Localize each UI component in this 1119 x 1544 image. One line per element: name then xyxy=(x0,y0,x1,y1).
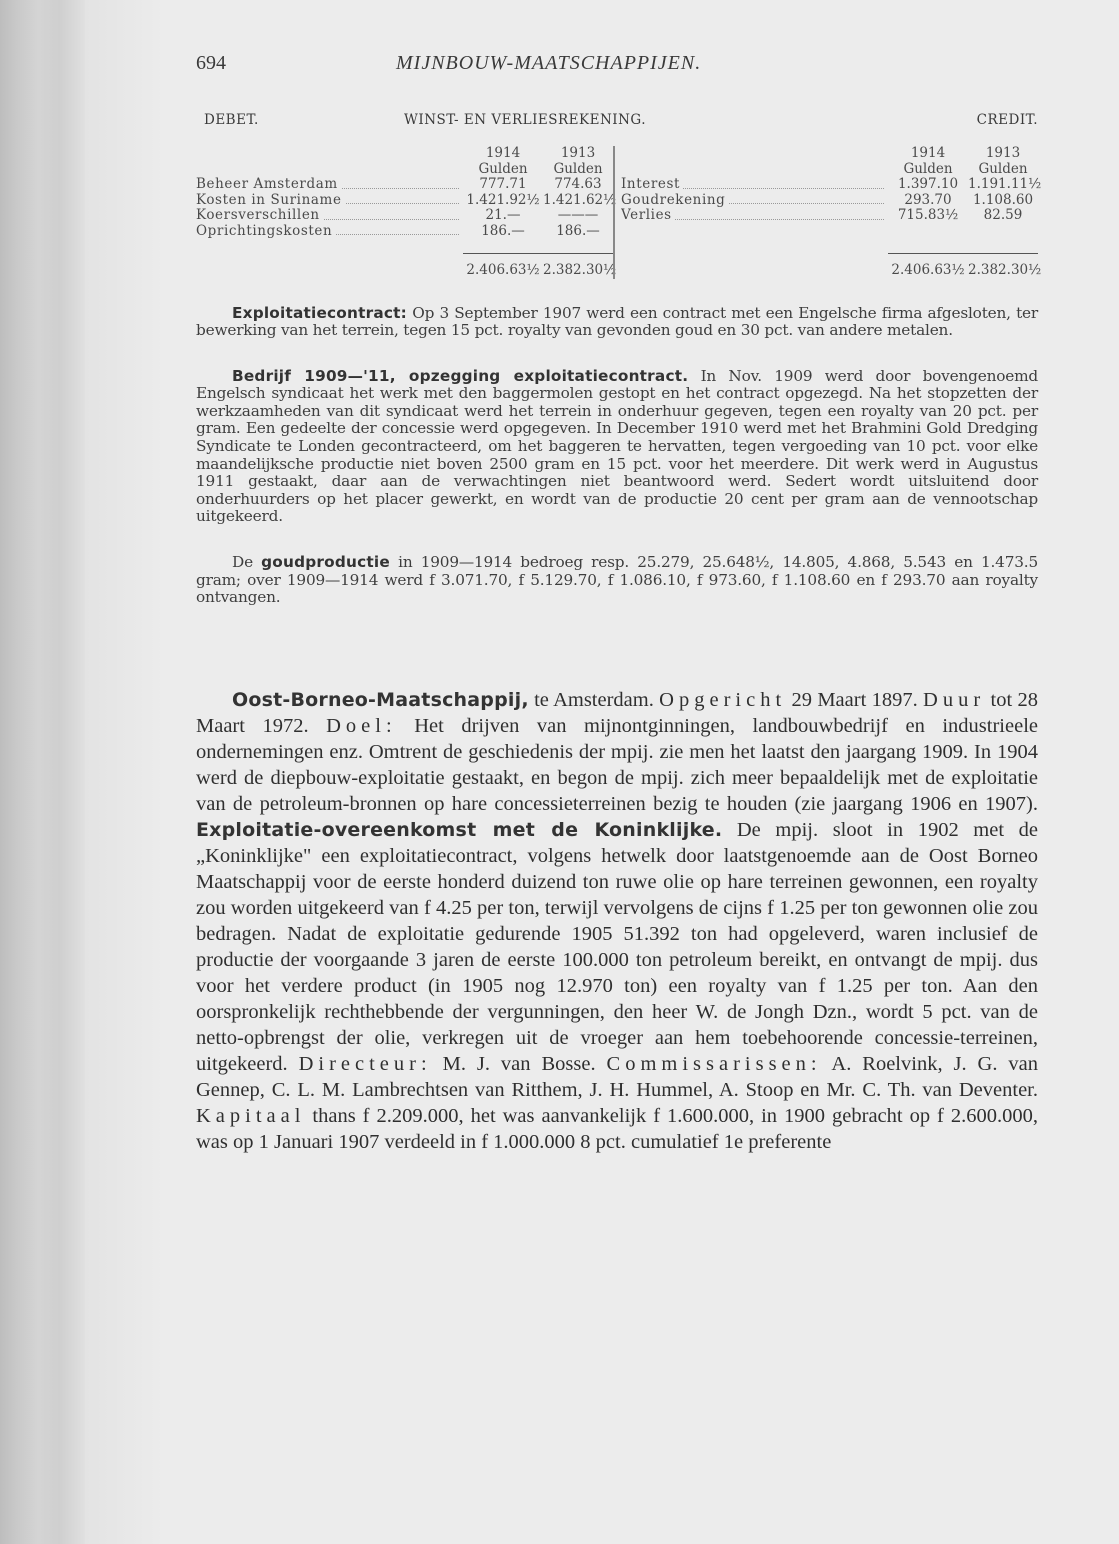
account-header xyxy=(196,112,1038,146)
table-row xyxy=(621,176,1042,193)
profit-loss-table xyxy=(196,145,1042,279)
row-label: Kosten in Suriname xyxy=(196,193,345,208)
col-unit: Gulden xyxy=(903,160,953,177)
table-row xyxy=(621,193,1038,209)
cell-1913: 774.63 xyxy=(554,176,602,192)
cell-1913: 186.— xyxy=(556,222,600,239)
cell-1913: 82.59 xyxy=(983,207,1023,223)
unit-header-row xyxy=(621,162,1038,178)
field-label: Directeur: xyxy=(298,1052,432,1075)
col-unit: Gulden xyxy=(478,160,528,177)
cell-1913: ——— xyxy=(557,207,599,223)
total-1914: 2.406.63½ xyxy=(466,262,540,278)
total-1914: 2.406.63½ xyxy=(891,262,965,278)
account-title: WINST- EN VERLIESREKENING. xyxy=(404,112,647,128)
running-header xyxy=(196,52,1038,92)
row-label: Interest xyxy=(621,177,683,192)
cell-1914: 715.83½ xyxy=(897,207,959,223)
row-label: Koersverschillen xyxy=(196,208,323,223)
row-label: Verlies xyxy=(621,208,675,223)
row-label: Beheer Amsterdam xyxy=(196,177,341,192)
cell-1914: 777.71 xyxy=(479,176,527,192)
year-header-row xyxy=(196,146,613,162)
cell-1914: 293.70 xyxy=(904,191,952,208)
cell-1913: 1.108.60 xyxy=(972,191,1034,208)
debet-label: DEBET. xyxy=(204,112,259,128)
paragraph-bedrijf xyxy=(196,368,1038,526)
total-1913: 2.382.30½ xyxy=(543,262,617,278)
total-row xyxy=(196,262,617,279)
table-row xyxy=(621,208,1038,224)
section-heading: Exploitatiecontract: xyxy=(232,303,407,322)
document-page xyxy=(196,52,1042,1155)
page-shadow xyxy=(85,0,165,1544)
section-heading: Bedrijf 1909—'11, opzegging exploitatiecontract. xyxy=(232,366,689,385)
table-row xyxy=(196,208,613,224)
section-heading: Exploitatie-overeenkomst met de Koninklijke. xyxy=(196,818,723,841)
cell-1913: 1.421.62½ xyxy=(543,191,617,208)
row-label: Goudrekening xyxy=(621,193,728,208)
year-header-row xyxy=(621,146,1038,162)
col-unit: Gulden xyxy=(978,160,1028,177)
total-row xyxy=(621,262,1042,279)
col-year: 1914 xyxy=(485,145,521,161)
field-label: Doel: xyxy=(326,714,397,737)
col-year: 1913 xyxy=(560,145,596,161)
field-label: Kapitaal xyxy=(196,1104,306,1127)
paragraph-exploitatiecontract xyxy=(196,305,1038,340)
table-row xyxy=(196,224,613,240)
cell-1914: 186.— xyxy=(481,222,525,239)
field-label: Duur xyxy=(923,688,986,711)
total-rule xyxy=(621,253,1038,254)
cell-1914: 1.397.10 xyxy=(897,176,959,192)
field-label: Opgericht xyxy=(659,688,787,711)
cell-1914: 1.421.92½ xyxy=(466,191,540,208)
table-row xyxy=(196,177,613,193)
total-1913: 2.382.30½ xyxy=(968,262,1042,278)
unit-header-row xyxy=(196,162,613,178)
field-label: Commissarissen: xyxy=(606,1052,822,1075)
company-entry: Oost-Borneo-Maatschappij, te Amsterdam. Opgericht 29 Maart 1897. Duur tot 28 Maart 1972. Doel: Het drijven van mijnontginningen, landbouwbedrijf en industrieele ondernemingen enz. Omtrent de geschiedenis der mpij. zie men het laatst den jaargang 1909. In 1904 werd de diepbouw-exploitatie gestaakt, en begon de mpij. zich meer bepaaldelijk met de exploitatie van de petroleum-bronnen op hare concessieterreinen bezig te houden (zie jaargang 1906 en 1907). Exploitatie-overeenkomst met de Koninklijke. De mpij. sloot in 1902 met de „Koninklijke" een exploitatiecontract, volgens hetwelk door laatstgenoemde aan de Oost Borneo Maatschappij voor de eerste honderd duizend ton ruwe olie op hare terreinen gewonnen, een royalty zou worden uitgekeerd van f 4.25 per ton, terwijl vervolgens de cijns f 1.25 per ton gewonnen olie zou bedragen. Nadat de exploitatie gedurende 1905 51.392 ton had opgeleverd, waren inclusief de productie der voorgaande 3 jaren de eerste 100.000 ton petroleum bereikt, en ontvangt de mpij. dus voor het verdere product (in 1905 nog 12.970 ton) een royalty van f 1.25 per ton. Aan den oorspronkelijk rechthebbende der vergunningen, den heer W. de Jongh Dzn., wordt 5 pct. van de netto-opbrengst der olie, verkregen uit de vroeger aan hem toebehoorende concessie-terreinen, uitgekeerd. Directeur: M. J. van Bosse. Commissarissen: A. Roelvink, J. G. van Gennep, C. L. M. Lambrechtsen van Ritthem, J. H. Hummel, A. Stoop en Mr. C. Th. van Deventer. Kapitaal thans f 2.209.000, het was aanvankelijk f 1.600.000, in 1900 gebracht op f 2.600.000, was op 1 Januari 1907 verdeeld in f 1.000.000 8 pct. cumulatief 1e preferente xyxy=(196,688,1039,1153)
cell-1914: 21.— xyxy=(485,207,521,223)
section-body: Op 3 September 1907 werd een contract met een Engelsche firma afgesloten, ter bewerking van het terrein, tegen 15 pct. royalty van gevonden goud en 30 pct. van andere metalen. xyxy=(196,303,1038,340)
col-unit: Gulden xyxy=(553,160,603,177)
section-body: in 1909—1914 bedroeg resp. 25.279, 25.648½, 14.805, 4.868, 5.543 en 1.473.5 gram; over 1909—1914 werd f 3.071.70, f 5.129.70, f 1.086.10, f 973.60, f 1.108.60 en f 293.70 aan royalty ontvangen. xyxy=(196,553,1038,607)
company-name: Oost-Borneo-Maatschappij, xyxy=(232,688,529,711)
col-year: 1913 xyxy=(985,145,1021,161)
book-gutter xyxy=(0,0,85,1544)
total-rule xyxy=(196,253,613,254)
page-number: 694 xyxy=(196,52,226,74)
debet-side xyxy=(196,145,617,279)
cell-1913: 1.191.11½ xyxy=(968,176,1042,192)
credit-side xyxy=(613,145,1042,279)
table-row xyxy=(196,191,617,209)
credit-label: CREDIT. xyxy=(976,112,1038,128)
row-label: Oprichtingskosten xyxy=(196,224,335,239)
paragraph-goudproductie: De goudproductie in 1909—1914 bedroeg resp. 25.279, 25.648½, 14.805, 4.868, 5.543 en 1.473.5 gram; over 1909—1914 werd f 3.071.70, f 5.129.70, f 1.086.10, f 973.60, f 1.108.60 en f 293.70 aan royalty ontvangen. xyxy=(196,553,1038,607)
section-heading: goudproductie xyxy=(261,553,390,572)
running-title: MIJNBOUW-MAATSCHAPPIJEN. xyxy=(396,52,702,74)
section-body: In Nov. 1909 werd door bovengenoemd Engelsch syndicaat het werk met den baggermolen gestopt en het contract opgezegd. Na het stopzetten der werkzaamheden van dit syndicaat werd het terrein in onderhuur gegeven, tegen een royalty van 20 pct. per gram. Een gedeelte der concessie werd opgegeven. In December 1910 werd met het Brahmini Gold Dredging Syndicate te Londen gecontracteerd, om het baggeren te hervatten, tegen vergoeding van 10 pct. voor elke maandelijksche productie niet boven 2500 gram en 15 pct. voor het meerdere. Dit werk werd in Augustus 1911 gestaakt, daar aan de verwachtingen niet beantwoord werd. Sedert wordt uitsluitend door onderhuurders op het placer gewerkt, en wordt van de productie 20 cent per gram aan de vennootschap uitgekeerd. xyxy=(196,366,1038,526)
col-year: 1914 xyxy=(910,145,946,161)
